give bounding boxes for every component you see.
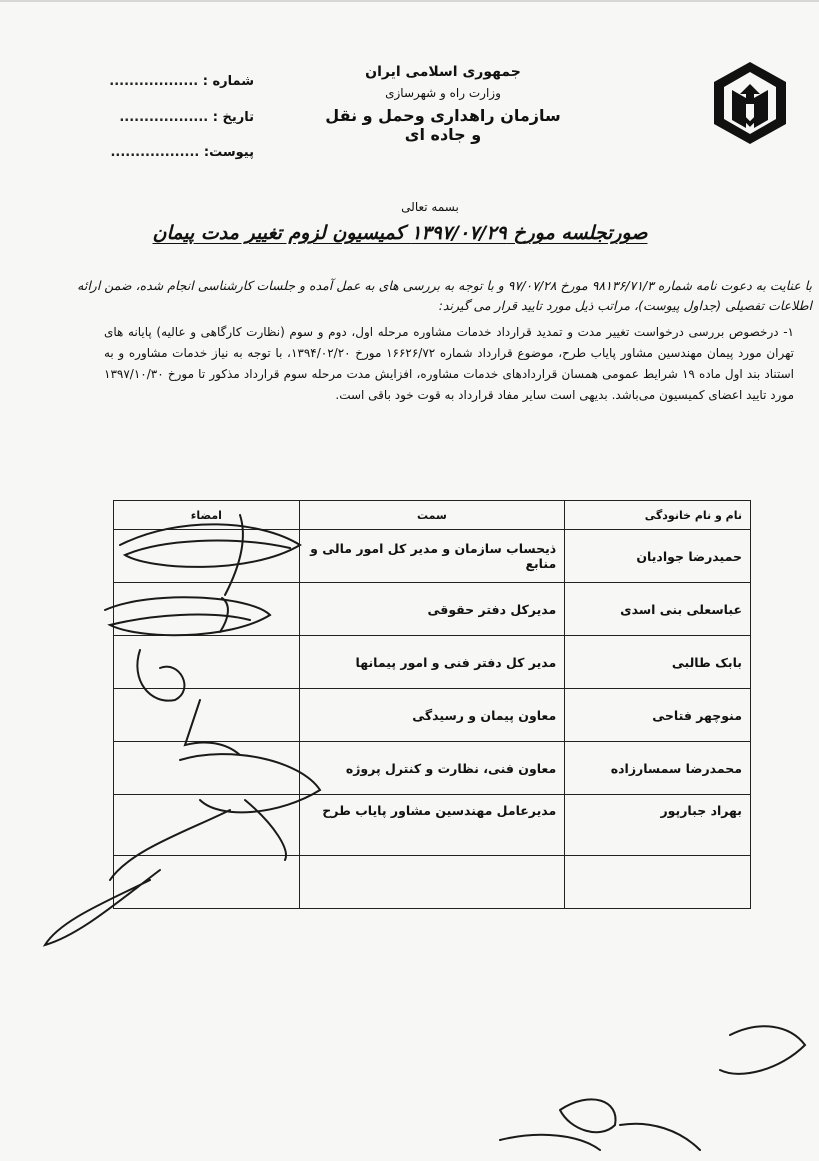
- member-role: مدیرکل دفتر حقوقی: [299, 583, 565, 636]
- member-name: بابک طالبی: [565, 636, 751, 689]
- date-field: [64, 110, 254, 125]
- table-row: [114, 636, 751, 689]
- signature-cell: [114, 795, 300, 856]
- date-label: تاریخ :: [212, 110, 254, 125]
- table-row: [114, 689, 751, 742]
- table-row: [114, 742, 751, 795]
- attachment-dots: ..................: [110, 145, 200, 160]
- table-row: [114, 795, 751, 856]
- table-row: [114, 583, 751, 636]
- organization-logo-icon: [712, 60, 788, 146]
- header-signature: امضاء: [114, 501, 300, 530]
- table-row: [114, 530, 751, 583]
- signature-cell: [114, 689, 300, 742]
- member-role: مدیر کل دفتر فنی و امور پیمانها: [299, 636, 565, 689]
- item-1-paragraph: ۱- درخصوص بررسی درخواست تغییر مدت و تمدید قرارداد خدمات مشاوره مرحله اول، دوم و سوم (نظارت کارگاهی و عالیه) پایانه های تهران مورد پیمان مهندسین مشاور پایاب طرح، موضوع قرارداد شماره ۱۶۶۲۶/۷۲ مورخ ۱۳۹۴/۰۲/۲۰، با توجه به نیاز خدمات مشاوره و به استناد بند اول ماده ۱۹ شرایط عمومی همسان قراردادهای خدمات مشاوره، افزایش مدت مرحله سوم قرارداد مذکور تا مورخ ۱۳۹۷/۱۰/۳۰ مورد تایید اعضای کمیسیون می‌باشد. بدیهی است سایر مفاد قرارداد به قوت خود باقی است.: [104, 325, 795, 402]
- ministry-name: وزارت راه و شهرسازی: [385, 86, 501, 100]
- signature-cell: [114, 856, 300, 909]
- number-field: [64, 74, 254, 89]
- member-role: معاون پیمان و رسیدگی: [299, 689, 565, 742]
- member-role: معاون فنی، نظارت و کنترل پروژه: [299, 742, 565, 795]
- date-dots: ..................: [119, 110, 209, 125]
- country-name: جمهوری اسلامی ایران: [365, 64, 521, 80]
- member-name: حمیدرضا جوادیان: [565, 530, 751, 583]
- signature-cell: [114, 636, 300, 689]
- letterhead: [318, 64, 568, 144]
- number-label: شماره :: [202, 74, 254, 89]
- signature-cell: [114, 583, 300, 636]
- signatures-table: [113, 500, 751, 909]
- signature-cell: [114, 530, 300, 583]
- member-role: مدیرعامل مهندسین مشاور پایاب طرح: [299, 795, 565, 856]
- member-role: ذیحساب سازمان و مدیر کل امور مالی و منابع: [299, 530, 565, 583]
- header-role: سمت: [299, 501, 565, 530]
- member-name: بهراد جبارپور: [565, 795, 751, 856]
- attachment-field: [64, 145, 254, 160]
- attachment-label: پیوست:: [203, 145, 254, 160]
- member-role: [299, 856, 565, 909]
- basmala: بسمه تعالی: [401, 200, 459, 214]
- table-header-row: [114, 501, 751, 530]
- member-name: منوچهر فتاحی: [565, 689, 751, 742]
- member-name: [565, 856, 751, 909]
- intro-paragraph: با عنایت به دعوت نامه شماره ۹۸۱۳۶/۷۱/۳ مورخ ۹۷/۰۷/۲۸ و با توجه به بررسی های به عمل آمده و جلسات کارشناسی انجام شده، ضمن ارائه اطلاعات تفصیلی (جداول پیوست)، مراتب ذیل مورد تایید قرار می گیرند:: [77, 278, 812, 313]
- signature-cell: [114, 742, 300, 795]
- table-row: [114, 856, 751, 909]
- number-dots: ..................: [109, 74, 199, 89]
- member-name: عباسعلی بنی اسدی: [565, 583, 751, 636]
- header-name: نام و نام خانودگی: [565, 501, 751, 530]
- scan-edge: [0, 0, 819, 2]
- member-name: محمدرضا سمسارزاده: [565, 742, 751, 795]
- organization-name: سازمان راهداری وحمل و نقل و جاده ای: [325, 106, 561, 144]
- document-title: صورتجلسه مورخ ۱۳۹۷/۰۷/۲۹ کمیسیون لزوم تغییر مدت پیمان: [152, 222, 648, 244]
